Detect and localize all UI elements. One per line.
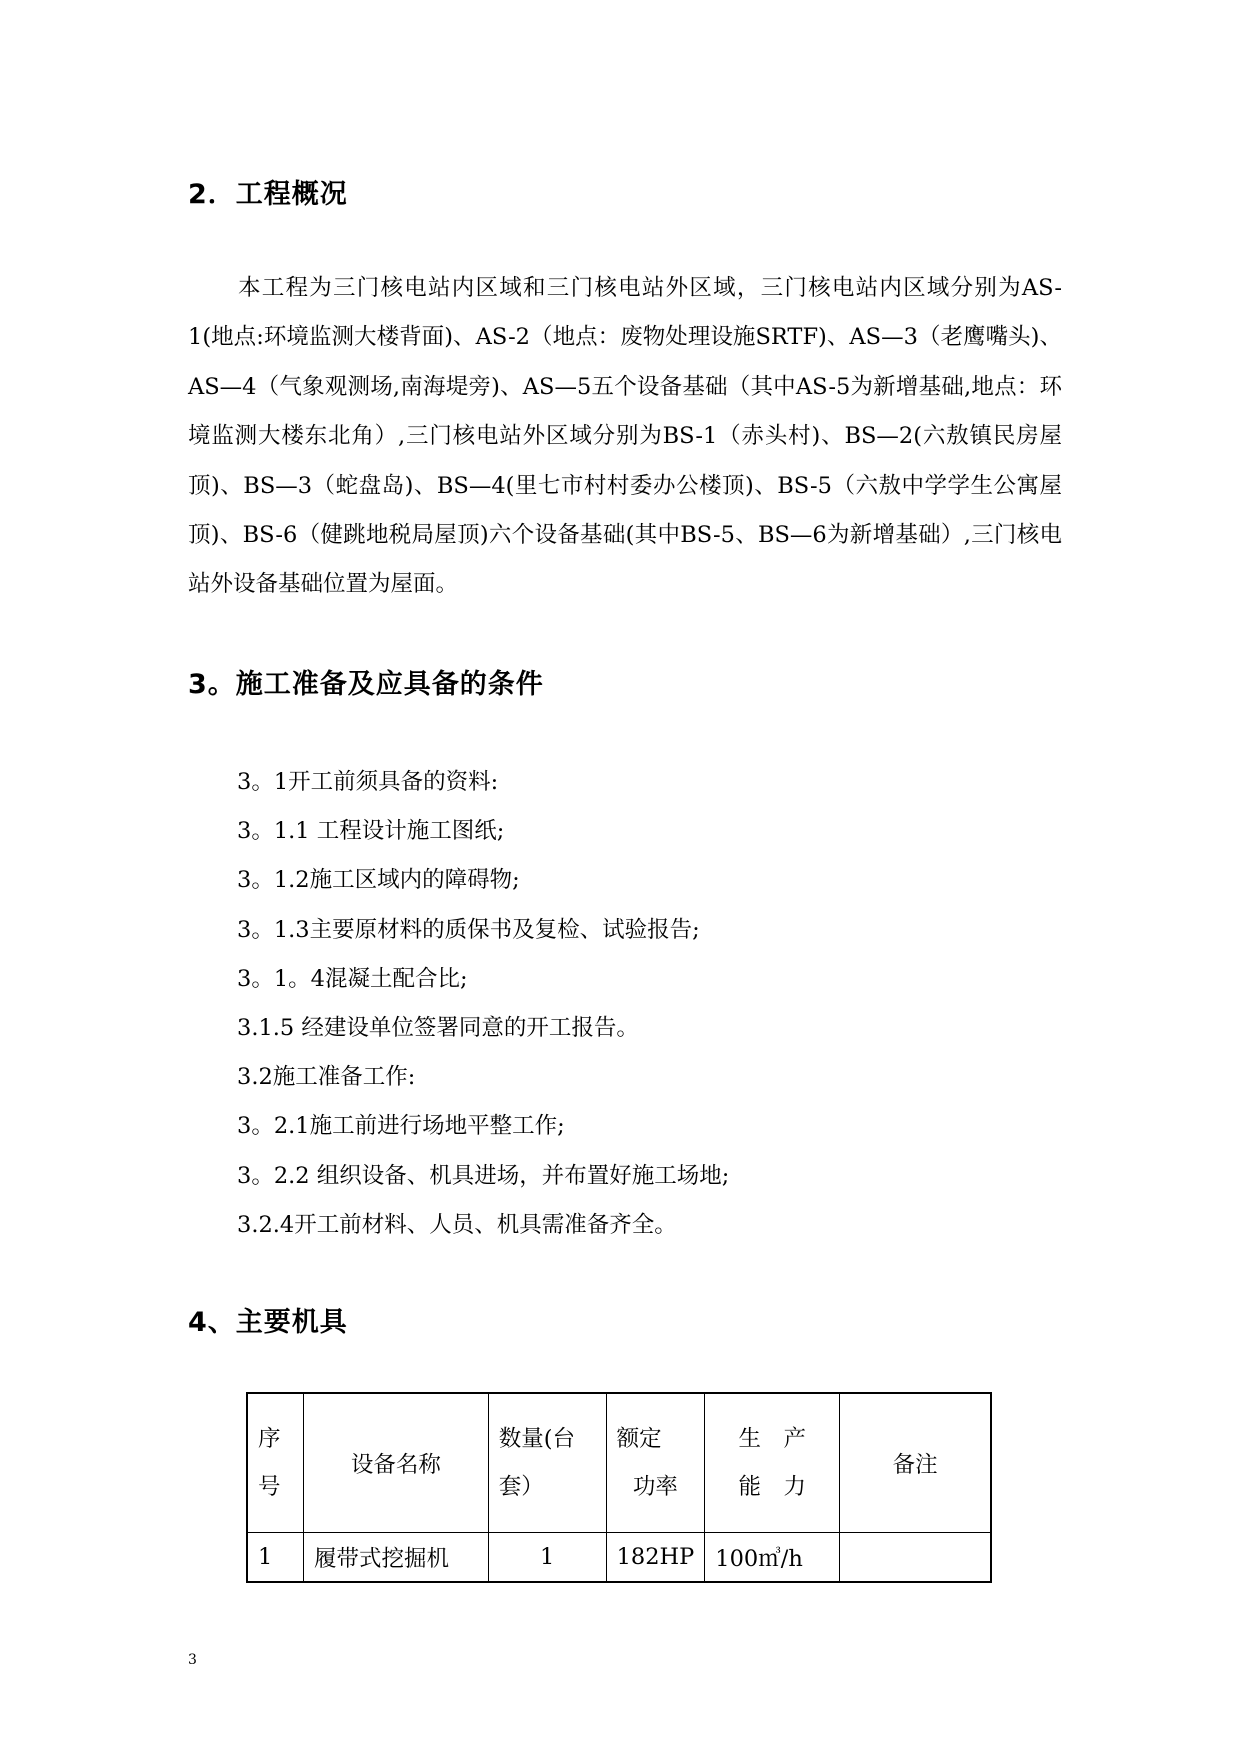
equipment-table: [246, 1392, 992, 1583]
list-item: 3。1.3主要原材料的质保书及复检、试验报告;: [237, 916, 700, 943]
preparation-list: [237, 758, 729, 1250]
cell-power: 182HP: [606, 1533, 705, 1583]
header-remark: 备注: [840, 1393, 991, 1533]
header-name: 设备名称: [303, 1393, 488, 1533]
list-item: 3。1.1 工程设计施工图纸;: [237, 818, 505, 845]
section-4-title: 4、主要机具: [188, 1307, 348, 1338]
section-2-title: 2．工程概况: [188, 179, 348, 210]
section-3-title: 3。施工准备及应具备的条件: [188, 669, 544, 700]
header-index: 序 号: [247, 1393, 303, 1533]
list-item: 3.2施工准备工作:: [237, 1064, 416, 1091]
project-overview: [188, 264, 1062, 610]
list-item: 3。1。4混凝土配合比;: [237, 965, 468, 992]
table-row: [247, 1533, 991, 1583]
cell-qty: 1: [488, 1533, 606, 1583]
list-item: 3。2.2 组织设备、机具进场，并布置好施工场地;: [237, 1162, 730, 1189]
cell-capacity: 100㎥/h: [705, 1533, 840, 1583]
cell-name: 履带式挖掘机: [303, 1533, 488, 1583]
list-item: 3。1.2施工区域内的障碍物;: [237, 867, 520, 894]
page-number: 3: [188, 1652, 197, 1668]
cell-index: 1: [247, 1533, 303, 1583]
list-item: 3.2.4开工前材料、人员、机具需准备齐全。: [237, 1211, 677, 1238]
list-item: 3。2.1施工前进行场地平整工作;: [237, 1113, 565, 1140]
header-power: 额定 功率: [606, 1393, 705, 1533]
header-capacity: 生 产 能 力: [705, 1393, 840, 1533]
overview-paragraph: 本工程为三门核电站内区域和三门核电站外区域，三门核电站内区域分别为AS-1(地点:环境监测大楼背面)、AS-2（地点：废物处理设施SRTF)、AS—3（老鹰嘴头)、AS—4（气象观测场,南海堤旁)、AS—5五个设备基础（其中AS-5为新增基础,地点：环境监测大楼东北角）,三门核电站外区域分别为BS-1（赤头村)、BS—2(六敖镇民房屋顶)、BS—3（蛇盘岛)、BS—4(里七市村村委办公楼顶)、BS-5（六敖中学学生公寓屋顶)、BS-6（健跳地税局屋顶)六个设备基础(其中BS-5、BS—6为新增基础）,三门核电站外设备基础位置为屋面。: [188, 275, 1062, 598]
cell-remark: [840, 1533, 991, 1583]
list-item: 3。1开工前须具备的资料:: [237, 769, 499, 795]
list-item: 3.1.5 经建设单位签署同意的开工报告。: [237, 1014, 639, 1041]
header-qty: 数量(台 套）: [488, 1393, 606, 1533]
table-header-row: [247, 1393, 991, 1533]
